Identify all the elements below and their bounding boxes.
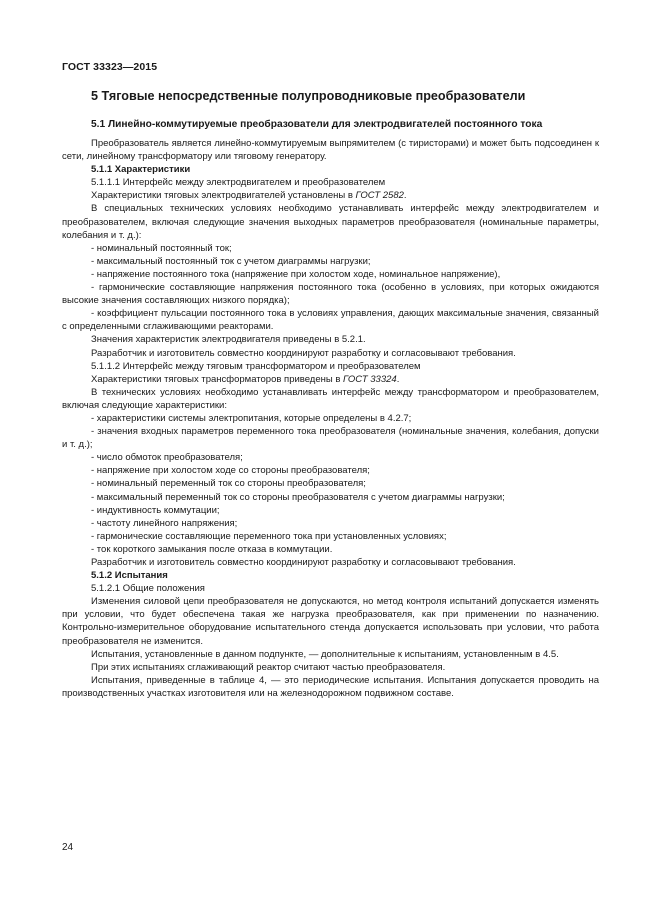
list-item: - напряжение при холостом ходе со стороны преобразователя;: [91, 465, 370, 477]
list-item: - максимальный постоянный ток с учетом диаграммы нагрузки;: [91, 255, 371, 267]
paragraph: При этих испытаниях сглаживающий реактор считают частью преобразователя.: [91, 661, 446, 673]
paragraph: Разработчик и изготовитель совместно координируют разработку и согласовывают требования.: [91, 347, 516, 359]
paragraph: Значения характеристик электродвигателя приведены в 5.2.1.: [91, 334, 366, 346]
clause-heading: 5.1.1 Характеристики: [91, 164, 191, 176]
list-item: - номинальный переменный ток со стороны преобразователя;: [91, 478, 366, 490]
paragraph: Испытания, приведенные в таблице 4, — это периодические испытания. Испытания допускается проводить на производственных участках изготовителя или на железнодорожном подвижном составе.: [62, 674, 599, 699]
paragraph: Испытания, установленные в данном подпункте, — дополнительные к испытаниям, установленным в 4.5.: [91, 648, 559, 660]
list-item: - гармонические составляющие переменного тока при установленных условиях;: [91, 530, 447, 542]
section-title: 5 Тяговые непосредственные полупроводниковые преобразователи: [91, 89, 526, 103]
list-item: - гармонические составляющие напряжения постоянного тока (особенно в условиях, при которых ожидаются высокие значения составляющих низкого порядка);: [62, 282, 599, 307]
list-item: - частоту линейного напряжения;: [91, 517, 238, 529]
list-item: - значения входных параметров переменного тока преобразователя (номинальные значения, колебания, допуски и т. д.);: [62, 426, 599, 451]
subsection-title: 5.1 Линейно-коммутируемые преобразователи для электродвигателей постоянного тока: [91, 119, 543, 130]
clause-heading: 5.1.1.1 Интерфейс между электродвигателем и преобразователем: [91, 177, 386, 189]
list-item: - характеристики системы электропитания, которые определены в 4.2.7;: [91, 412, 412, 424]
clause-heading: 5.1.2.1 Общие положения: [91, 583, 205, 595]
paragraph: В специальных технических условиях необходимо устанавливать интерфейс между электродвигателем и преобразователем, включая следующие значения выходных параметров преобразователя (номинальные параметры, колебания и т. д.):: [62, 203, 599, 241]
paragraph: В технических условиях необходимо устанавливать интерфейс между трансформатором и преобразователем, включая следующие характеристики:: [62, 386, 599, 411]
standard-reference: ГОСТ 2582: [355, 190, 404, 202]
paragraph: Изменения силовой цепи преобразователя не допускаются, но метод контроля испытаний допускается изменять при условии, что будет обеспечена такая же нагрузка преобразователя, как при применении по назначению. Контрольно-измерительное оборудование испытательного стенда допускается использовать при условии, что работа преобразователя не изменится.: [62, 596, 599, 647]
list-item: - ток короткого замыкания после отказа в коммутации.: [91, 543, 333, 555]
document-body: [62, 137, 599, 700]
paragraph: Характеристики тяговых электродвигателей установлены в ГОСТ 2582.: [91, 190, 407, 202]
page-number: 24: [62, 842, 74, 853]
standard-reference: ГОСТ 33324: [343, 373, 397, 385]
list-item: - число обмоток преобразователя;: [91, 452, 243, 464]
list-item: - индуктивность коммутации;: [91, 504, 220, 516]
paragraph: Преобразователь является линейно-коммутируемым выпрямителем (с тиристорами) и может быть подсоединен к сети, линейному трансформатору или тяговому генератору.: [62, 138, 599, 163]
clause-heading: 5.1.1.2 Интерфейс между тяговым трансформатором и преобразователем: [91, 360, 421, 372]
list-item: - напряжение постоянного тока (напряжение при холостом ходе, номинальное напряжение),: [91, 268, 501, 280]
paragraph: Характеристики тяговых трансформаторов приведены в ГОСТ 33324.: [91, 373, 400, 385]
list-item: - номинальный постоянный ток;: [91, 242, 232, 254]
list-item: - максимальный переменный ток со стороны преобразователя с учетом диаграммы нагрузки;: [91, 491, 505, 503]
list-item: - коэффициент пульсации постоянного тока в условиях управления, дающих максимальные значения, связанный с определенными сглаживающими реакторами.: [62, 308, 599, 333]
document-header: ГОСТ 33323—2015: [62, 61, 158, 73]
paragraph: Разработчик и изготовитель совместно координируют разработку и согласовывают требования.: [91, 557, 516, 568]
clause-heading: 5.1.2 Испытания: [91, 570, 168, 582]
